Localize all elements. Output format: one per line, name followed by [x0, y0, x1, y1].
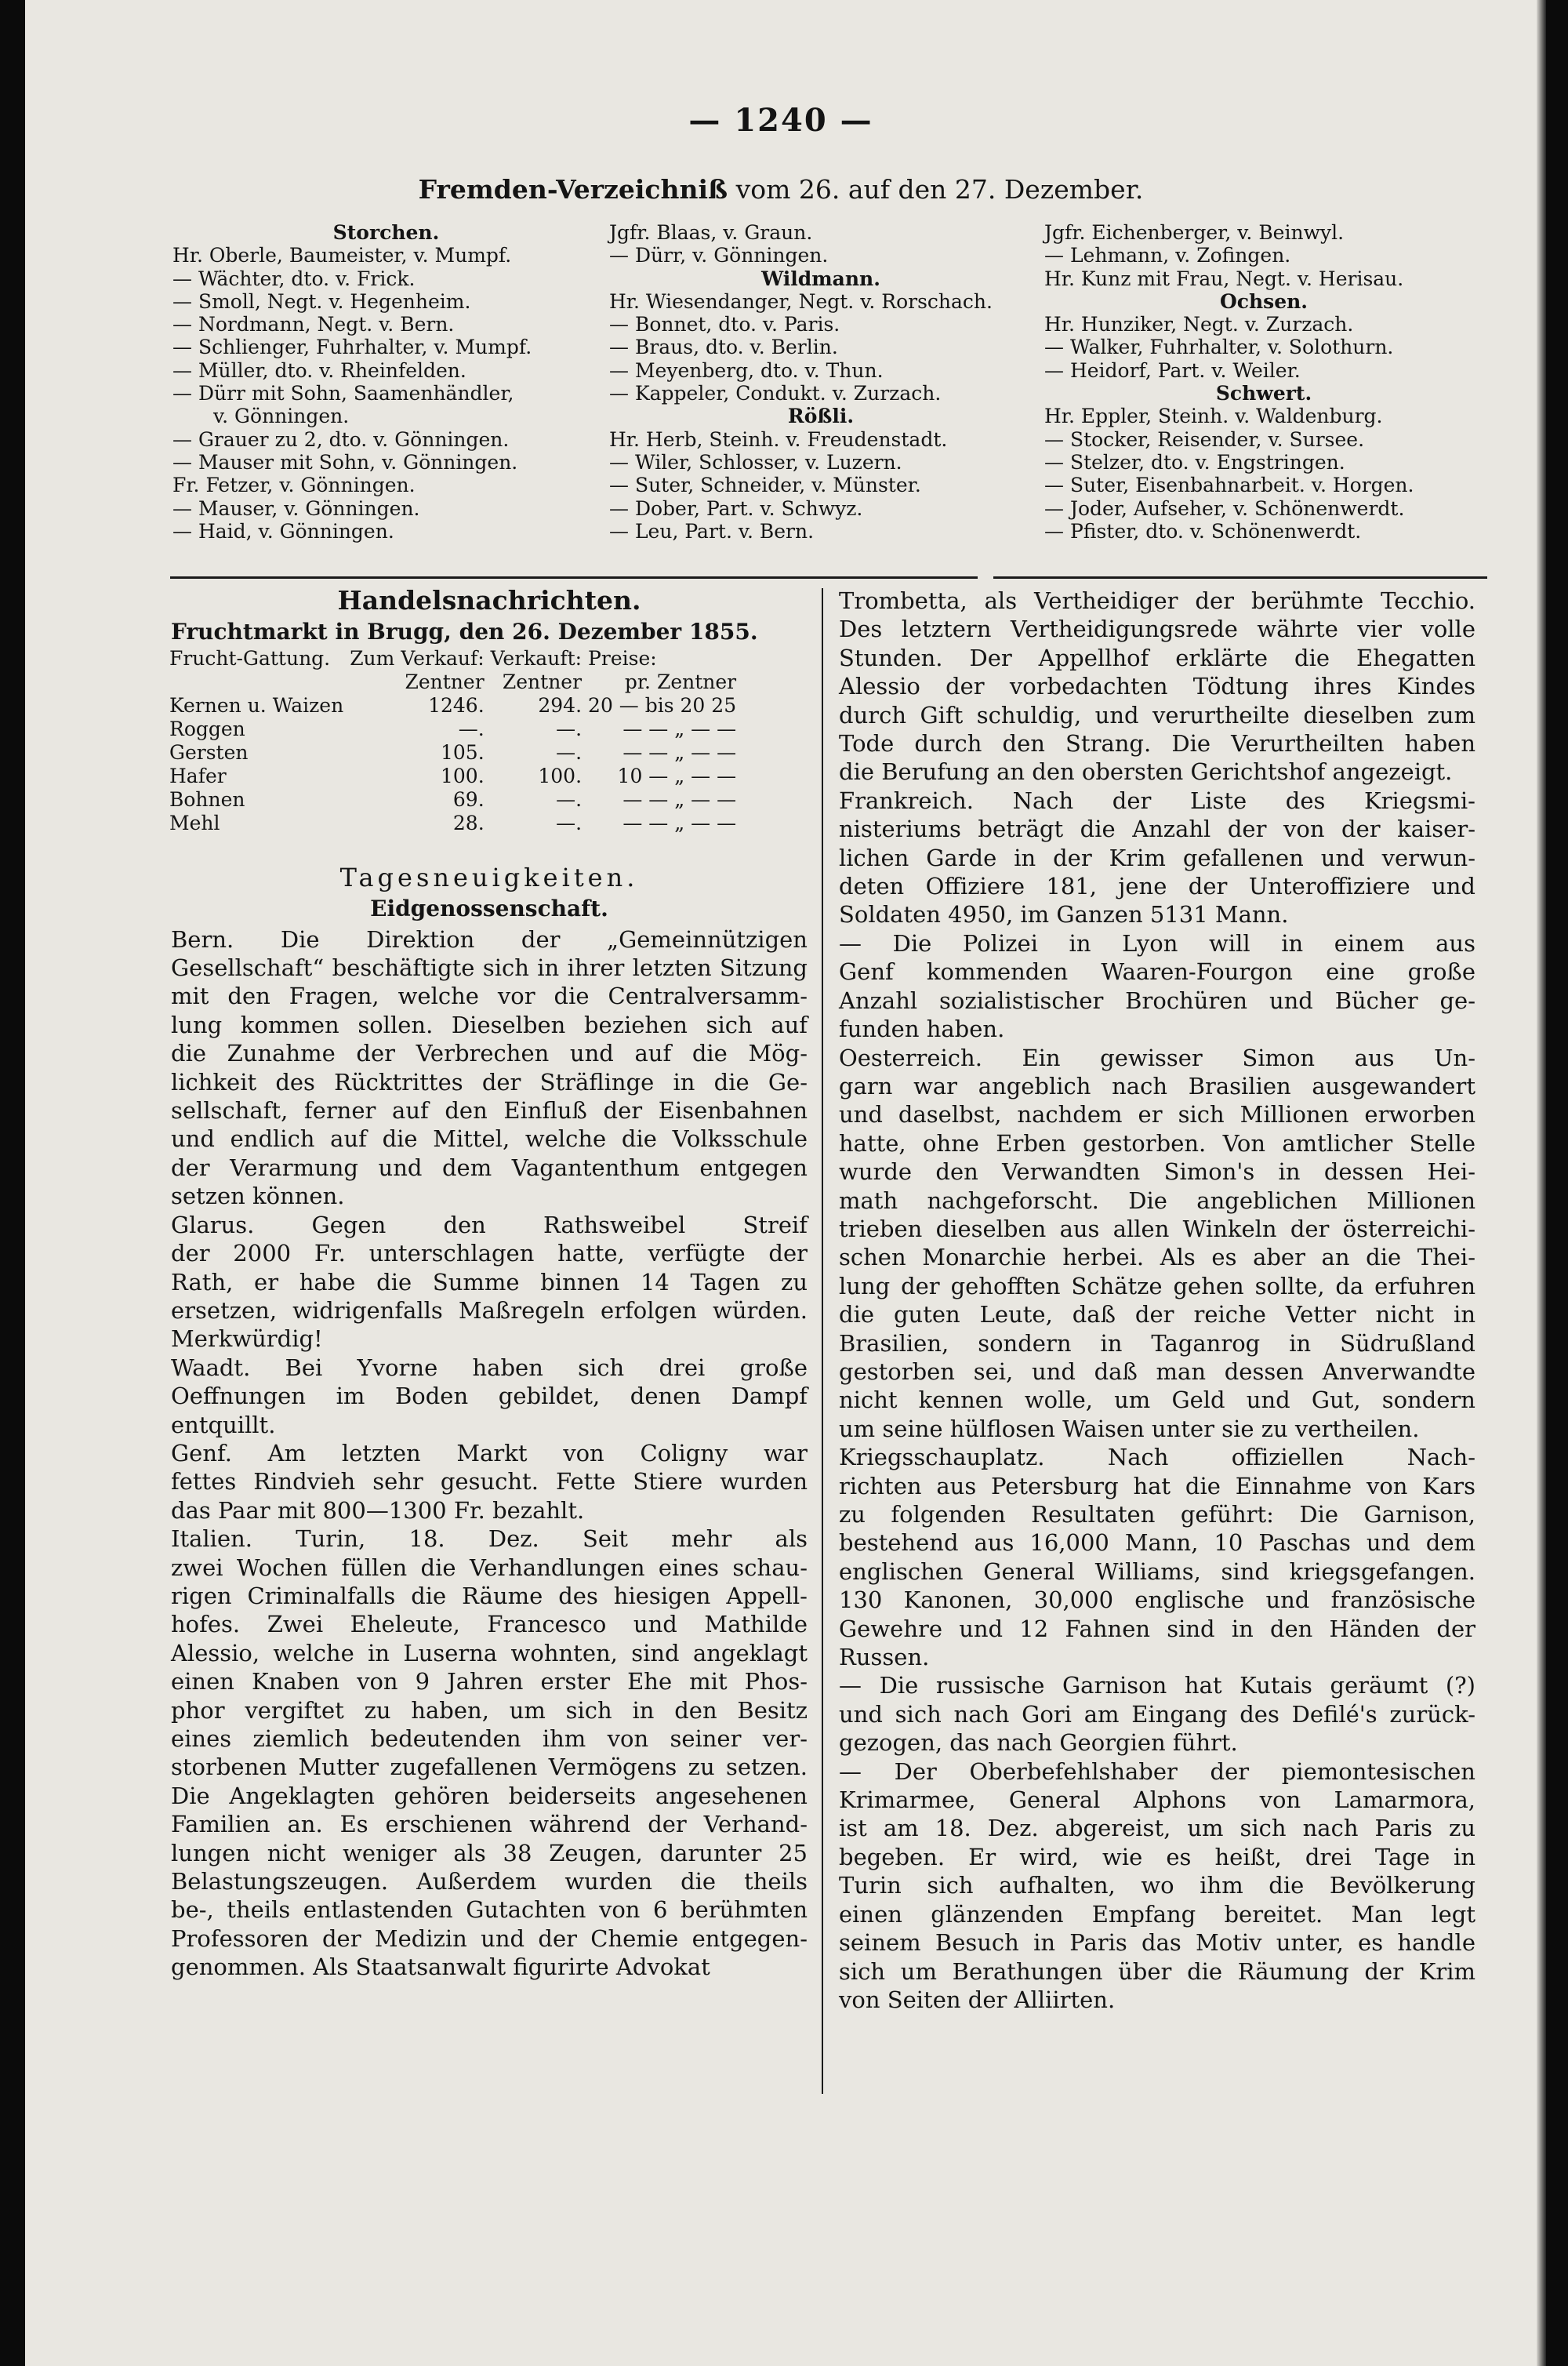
table-cell: —. — [556, 811, 583, 834]
guest-entry: Hr. Wiesendanger, Negt. v. Rorschach. — [609, 289, 993, 313]
table-cell: 294. — [538, 693, 583, 717]
text-line: Merkwürdig! — [171, 1325, 323, 1353]
text-line: lichen Garde in der Krim gefallenen und verwun- — [839, 844, 1475, 871]
handels-heading: Handelsnachrichten. — [337, 585, 641, 616]
text-line: richten aus Petersburg hat die Einnahme von Kars — [839, 1472, 1475, 1499]
text-line: fettes Rindvieh sehr gesucht. Fette Stiere wurden — [171, 1468, 808, 1496]
guest-entry: — Dürr, v. Gönningen. — [609, 244, 829, 267]
guest-entry: Hr. Kunz mit Frau, Negt. v. Herisau. — [1044, 267, 1404, 290]
section-rule — [170, 576, 978, 579]
left-text-body — [171, 925, 808, 1982]
guest-entry: — Dober, Part. v. Schwyz. — [609, 496, 863, 520]
text-line: Gewehre und 12 Fahnen sind in den Händen der — [839, 1615, 1475, 1642]
guest-entry: — Wächter, dto. v. Frick. — [172, 267, 416, 290]
table-cell: Mehl — [169, 811, 220, 834]
guest-entry: Hr. Herb, Steinh. v. Freudenstadt. — [609, 427, 948, 451]
page-number: — 1240 — — [688, 102, 873, 139]
text-line: Belastungszeugen. Außerdem wurden die theils — [171, 1868, 808, 1895]
guest-entry: — Mauser, v. Gönningen. — [172, 496, 420, 520]
guest-entry: Jgfr. Blaas, v. Graun. — [609, 221, 813, 244]
guest-entry: — Leu, Part. v. Bern. — [609, 519, 815, 543]
text-line: garn war angeblich nach Brasilien ausgewandert — [839, 1072, 1475, 1099]
text-line: Genf kommenden Waaren-Fourgon eine große — [839, 958, 1475, 986]
text-line: hatte, ohne Erben gestorben. Von amtlicher Stelle — [839, 1129, 1475, 1157]
text-line: eines ziemlich bedeutenden ihm von seiner ver- — [171, 1725, 808, 1752]
text-line: bestehend aus 16,000 Mann, 10 Paschas und dem — [839, 1529, 1475, 1557]
text-line: Turin sich aufhalten, wo ihm die Bevölkerung — [839, 1872, 1475, 1899]
guest-entry: v. Gönningen. — [213, 405, 350, 428]
unit-cell — [169, 671, 350, 694]
fremden-column-2 — [609, 221, 1033, 543]
text-line: gezogen, das nach Georgien führt. — [839, 1729, 1238, 1757]
guest-entry: — Pfister, dto. v. Schönenwerdt. — [1044, 519, 1362, 543]
text-line: einen Knaben von 9 Jahren erster Ehe mit Phos- — [171, 1668, 808, 1695]
text-line: nicht kennen wolle, um Geld und Gut, sondern — [839, 1387, 1475, 1414]
text-line: Glarus. Gegen den Rathsweibel Streif — [171, 1211, 808, 1238]
table-cell: Hafer — [169, 764, 227, 787]
table-cell: Gersten — [169, 740, 249, 764]
text-line: die Berufung an den obersten Gerichtshof angezeigt. — [839, 758, 1453, 786]
guest-entry: — Braus, dto. v. Berlin. — [609, 336, 838, 359]
text-line: begeben. Er wird, wie es heißt, drei Tage in — [839, 1843, 1475, 1870]
table-row — [169, 741, 742, 765]
text-line: Gesellschaft“ beschäftigte sich in ihrer letzten Sitzung — [171, 954, 808, 982]
header-cell: Zum Verkauf: — [350, 646, 485, 670]
guest-entry: — Stocker, Reisender, v. Sursee. — [1044, 427, 1365, 451]
text-line: Trombetta, als Vertheidiger der berühmte Tecchio. — [839, 587, 1475, 614]
text-line: storbenen Mutter zugefallenen Vermögens zu setzen. — [171, 1754, 808, 1781]
text-line: und sich nach Gori am Eingang des Defilé's zurück- — [839, 1700, 1475, 1728]
guest-entry: Hr. Eppler, Steinh. v. Waldenburg. — [1044, 405, 1383, 428]
text-line: Tode durch den Strang. Die Verurtheilten haben — [839, 730, 1475, 758]
text-line: die guten Leute, daß der reiche Vetter nicht in — [839, 1301, 1475, 1328]
guest-entry: — Smoll, Negt. v. Hegenheim. — [172, 289, 471, 313]
table-cell: Kernen u. Waizen — [169, 693, 344, 717]
header-cell: Verkauft: — [490, 646, 583, 670]
text-line: wurde den Verwandten Simon's in dessen Hei- — [839, 1158, 1475, 1186]
unit-cell: Zentner — [405, 670, 485, 693]
text-line: — Die Polizei in Lyon will in einem aus — [839, 929, 1475, 957]
text-line: Die Angeklagten gehören beiderseits angesehenen — [171, 1782, 808, 1809]
hotel-heading: Schwert. — [1215, 382, 1312, 405]
text-line: hofes. Zwei Eheleute, Francesco und Mathilde — [171, 1611, 808, 1638]
text-line: zwei Wochen füllen die Verhandlungen eines schau- — [171, 1554, 808, 1581]
fruchtmarkt-table — [169, 647, 742, 835]
text-line: die Zunahme der Verbrechen und auf die Mög- — [171, 1040, 808, 1067]
guest-entry: — Heidorf, Part. v. Weiler. — [1044, 358, 1301, 382]
hotel-heading: Wildmann. — [761, 267, 880, 290]
text-line: Krimarmee, General Alphons von Lamarmora, — [839, 1786, 1475, 1814]
text-line: Italien. Turin, 18. Dez. Seit mehr als — [171, 1525, 808, 1553]
text-line: seinem Besuch in Paris das Motiv unter, es handle — [839, 1929, 1475, 1957]
text-line: lichkeit des Rücktrittes der Sträflinge in die Ge- — [171, 1068, 808, 1096]
guest-entry: — Wiler, Schlosser, v. Luzern. — [609, 450, 902, 474]
text-line: 130 Kanonen, 30,000 englische und französische — [839, 1586, 1475, 1614]
text-line: setzen können. — [171, 1183, 345, 1210]
text-line: ist am 18. Dez. abgereist, um sich nach Paris zu — [839, 1815, 1475, 1842]
hotel-heading: Ochsen. — [1219, 289, 1308, 313]
text-line: math nachgeforscht. Die angeblichen Millionen — [839, 1187, 1475, 1214]
table-cell: 10 — „ — — — [617, 764, 737, 787]
text-line: und daselbst, nachdem er sich Millionen erworben — [839, 1101, 1475, 1128]
guest-entry: — Bonnet, dto. v. Paris. — [609, 313, 840, 336]
text-line: sellschaft, ferner auf den Einfluß der Eisenbahnen — [171, 1097, 808, 1125]
text-line: der 2000 Fr. unterschlagen hatte, verfügte der — [171, 1240, 808, 1267]
eidg-heading: Eidgenossenschaft. — [370, 896, 608, 922]
text-line: — Der Oberbefehlshaber der piemontesischen — [839, 1757, 1475, 1785]
guest-entry: — Grauer zu 2, dto. v. Gönningen. — [172, 427, 510, 451]
fruchtmarkt-heading: Fruchtmarkt in Brugg, den 26. Dezember 1855. — [171, 619, 758, 645]
table-header-row — [169, 647, 742, 671]
guest-entry: — Müller, dto. v. Rheinfelden. — [172, 358, 466, 382]
text-line: trieben dieselben aus allen Winkeln der österreichi- — [839, 1215, 1475, 1242]
table-cell: — — „ — — — [622, 811, 737, 834]
guest-entry: — Stelzer, dto. v. Engstringen. — [1044, 450, 1345, 474]
guest-entry: — Schlienger, Fuhrhalter, v. Mumpf. — [172, 336, 532, 359]
unit-cell: pr. Zentner — [624, 670, 737, 693]
fremden-title-bold: Fremden-Verzeichniß — [418, 174, 728, 205]
text-line: be-, theils entlastenden Gutachten von 6 berühmten — [171, 1896, 808, 1924]
header-cell: Preise: — [588, 646, 657, 670]
table-cell: — — „ — — — [622, 717, 737, 740]
text-line: um seine hülflosen Waisen unter sie zu vertheilen. — [839, 1415, 1420, 1442]
table-cell: 20 — bis 20 25 — [588, 693, 737, 717]
header-cell: Frucht-Gattung. — [169, 646, 331, 670]
table-row — [169, 788, 742, 812]
guest-entry: — Dürr mit Sohn, Saamenhändler, — [172, 382, 514, 405]
fremden-column-3 — [1044, 221, 1483, 543]
text-line: Waadt. Bei Yvorne haben sich drei große — [171, 1354, 808, 1381]
table-cell: Bohnen — [169, 787, 245, 811]
hotel-heading: Storchen. — [332, 221, 440, 244]
guest-entry: — Lehmann, v. Zofingen. — [1044, 244, 1291, 267]
text-line: Genf. Am letzten Markt von Coligny war — [171, 1439, 808, 1466]
text-line: durch Gift schuldig, und verurtheilte dieselben zum — [839, 701, 1475, 729]
text-line: deten Offiziere 181, jene der Unteroffiziere und — [839, 873, 1475, 900]
text-line: Professoren der Medizin und der Chemie entgegen- — [171, 1924, 808, 1952]
table-row — [169, 694, 742, 718]
table-cell: 105. — [440, 740, 485, 764]
text-line: gestorben sei, und daß man dessen Anverwandte — [839, 1357, 1475, 1385]
text-line: Russen. — [839, 1644, 930, 1671]
right-text-body — [839, 587, 1475, 2014]
guest-entry: — Joder, Aufseher, v. Schönenwerdt. — [1044, 496, 1405, 520]
text-line: Frankreich. Nach der Liste des Kriegsmi- — [839, 787, 1475, 814]
table-row — [169, 765, 742, 788]
tages-heading: Tagesneuigkeiten. — [339, 862, 639, 892]
text-line: Rath, er habe die Summe binnen 14 Tagen zu — [171, 1268, 808, 1296]
guest-entry: — Meyenberg, dto. v. Thun. — [609, 358, 884, 382]
text-line: Kriegsschauplatz. Nach offiziellen Nach- — [839, 1444, 1475, 1471]
text-line: Des letztern Vertheidigungsrede währte vier volle — [839, 616, 1475, 643]
guest-entry: Hr. Hunziker, Negt. v. Zurzach. — [1044, 313, 1354, 336]
guest-entry: Jgfr. Eichenberger, v. Beinwyl. — [1044, 221, 1345, 244]
left-column — [171, 587, 808, 1982]
text-line: das Paar mit 800—1300 Fr. bezahlt. — [171, 1496, 585, 1524]
text-line: Brasilien, sondern in Taganrog in Südrußland — [839, 1329, 1475, 1357]
table-cell: —. — [556, 717, 583, 740]
fremden-title-rest: vom 26. auf den 27. Dezember. — [735, 174, 1144, 205]
table-cell: 69. — [452, 787, 485, 811]
guest-entry: — Suter, Eisenbahnarbeit. v. Horgen. — [1044, 474, 1414, 497]
text-line: nisteriums beträgt die Anzahl der von der kaiser- — [839, 816, 1475, 843]
text-line: sich um Berathungen über die Räumung der Krim — [839, 1957, 1475, 1985]
text-line: Alessio, welche in Luserna wohnten, sind angeklagt — [171, 1639, 808, 1666]
hotel-heading: Rößli. — [787, 405, 855, 428]
guest-entry: — Suter, Schneider, v. Münster. — [609, 474, 921, 497]
text-line: phor vergiftet zu haben, um sich in den Besitz — [171, 1696, 808, 1724]
text-line: genommen. Als Staatsanwalt figurirte Advokat — [171, 1953, 710, 1981]
guest-entry: — Kappeler, Condukt. v. Zurzach. — [609, 382, 942, 405]
table-row — [169, 812, 742, 835]
section-rule — [993, 576, 1487, 579]
text-line: mit den Fragen, welche vor die Centralversamm- — [171, 983, 808, 1010]
text-line: Familien an. Es erschienen während der Verhand- — [171, 1811, 808, 1838]
text-line: funden haben. — [839, 1016, 1005, 1043]
text-line: Soldaten 4950, im Ganzen 5131 Mann. — [839, 901, 1289, 929]
table-cell: 100. — [440, 764, 485, 787]
guest-entry: — Walker, Fuhrhalter, v. Solothurn. — [1044, 336, 1394, 359]
right-column — [839, 587, 1475, 2014]
text-line: Oesterreich. Ein gewisser Simon aus Un- — [839, 1044, 1475, 1071]
unit-cell: Zentner — [502, 670, 583, 693]
text-line: — Die russische Garnison hat Kutais geräumt (?) — [839, 1672, 1475, 1699]
table-row — [169, 718, 742, 741]
column-divider — [822, 588, 823, 2094]
table-cell: 28. — [452, 811, 485, 834]
text-line: Oeffnungen im Boden gebildet, denen Dampf — [171, 1383, 808, 1410]
table-units-row — [169, 671, 742, 694]
text-line: ersetzen, widrigenfalls Maßregeln erfolgen würden. — [171, 1296, 808, 1324]
text-line: schen Monarchie herbei. Als es aber an die Thei- — [839, 1244, 1475, 1271]
text-line: zu folgenden Resultaten geführt: Die Garnison, — [839, 1501, 1475, 1528]
text-line: und endlich auf die Mittel, welche die Volksschule — [171, 1125, 808, 1153]
table-cell: —. — [556, 787, 583, 811]
guest-entry: — Mauser mit Sohn, v. Gönningen. — [172, 450, 518, 474]
table-cell: — — „ — — — [622, 787, 737, 811]
text-line: lung der gehofften Schätze gehen sollte, da erfuhren — [839, 1272, 1475, 1299]
text-line: englischen General Williams, sind kriegsgefangen. — [839, 1557, 1475, 1585]
text-line: lungen nicht weniger als 38 Zeugen, darunter 25 — [171, 1839, 808, 1866]
table-cell: —. — [556, 740, 583, 764]
guest-entry: — Nordmann, Negt. v. Bern. — [172, 313, 455, 336]
text-line: Anzahl sozialistischer Brochüren und Bücher ge- — [839, 987, 1475, 1014]
text-line: Bern. Die Direktion der „Gemeinnützigen — [171, 925, 808, 953]
text-line: Stunden. Der Appellhof erklärte die Ehegatten — [839, 644, 1475, 671]
text-line: lung kommen sollen. Dieselben beziehen sich auf — [171, 1011, 808, 1038]
guest-entry: Hr. Oberle, Baumeister, v. Mumpf. — [172, 244, 512, 267]
table-cell: Roggen — [169, 717, 245, 740]
guest-entry: — Haid, v. Gönningen. — [172, 519, 394, 543]
text-line: Alessio der vorbedachten Tödtung ihres Kindes — [839, 673, 1475, 700]
table-cell: 100. — [538, 764, 583, 787]
fremden-column-1 — [172, 221, 600, 543]
text-line: von Seiten der Alliirten. — [839, 1986, 1116, 2013]
table-cell: — — „ — — — [622, 740, 737, 764]
table-cell: 1246. — [428, 693, 485, 717]
text-line: der Verarmung und dem Vagantenthum entgegen — [171, 1154, 808, 1181]
guest-entry: Fr. Fetzer, v. Gönningen. — [172, 474, 416, 497]
text-line: entquillt. — [171, 1411, 276, 1438]
newspaper-page — [25, 0, 1537, 2366]
table-cell: —. — [458, 717, 485, 740]
fremden-title — [25, 174, 1537, 205]
text-line: rigen Criminalfalls die Räume des hiesigen Appell- — [171, 1582, 808, 1609]
text-line: einen glänzenden Empfang bereitet. Man legt — [839, 1900, 1475, 1928]
